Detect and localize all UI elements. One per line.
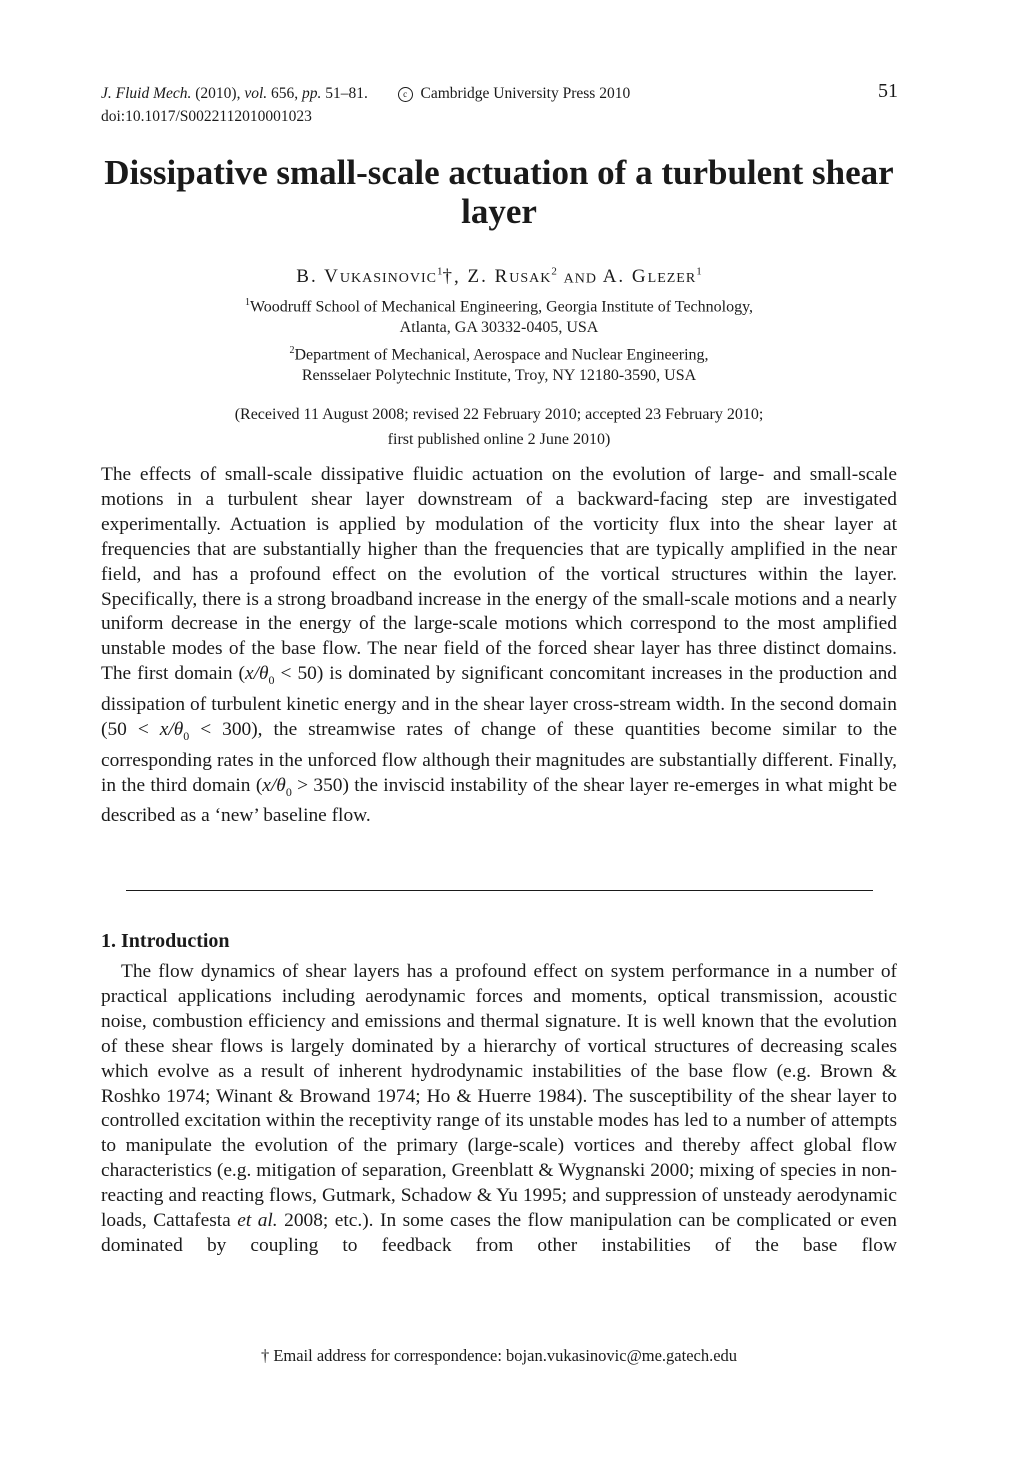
author-conjunction: AND xyxy=(563,271,597,287)
abstract xyxy=(101,463,897,829)
page-range: 51–81. xyxy=(325,85,368,102)
intro-paragraph: The flow dynamics of shear layers has a profound effect on system performance in a number of practical applications including aerodynamic forces and moments, optical transmission, acoustic noise, combustion efficiency and emissions and thermal signature. It is well known that the evolution of these shear flows is largely dominated by a hierarchy of vortical structures of decreasing scales which evolve as a result of inherent hydrodynamic instabilities of the base flow (e.g. Brown & Roshko 1974; Winant & Browand 1974; Ho & Huerre 1984). The susceptibility of the shear layer to controlled excitation within the receptivity range of its unstable modes has led to a number of attempts to manipulate the evolution of the primary (large-scale) vortices and thereby affect global flow characteristics (e.g. mitigation of separation, Greenblatt & Wygnanski 2000; mixing of species in non-reacting and reacting flows, Gutmark, Schadow & Yu 1995; and suppression of unsteady aerodynamic loads, Cattafesta et al. 2008; etc.). In some cases the flow manipulation can be complicated or even dominated by coupling to feedback from other instabilities of the base flow xyxy=(101,961,897,1256)
pages-label: pp. xyxy=(302,85,322,102)
author-list: B. VUKASINOVIC$^1$†, Z. RUSAK$^2$ AND A. GLEZER$^1$ xyxy=(296,266,702,288)
journal-name: J. Fluid Mech. xyxy=(101,85,192,102)
paper-title: Dissipative small-scale actuation of a turbulent shear layer xyxy=(104,153,894,231)
journal-year: (2010), xyxy=(195,85,241,102)
received-dates: (Received 11 August 2008; revised 22 February 2010; accepted 23 February 2010; first published online 2 June 2010) xyxy=(234,406,764,448)
author-3: A. GLEZER$^1$ xyxy=(602,266,702,288)
volume-number: 656, xyxy=(271,85,299,102)
affiliation-1: $^1$Woodruff School of Mechanical Engineering, Georgia Institute of Technology, Atlanta, GA 30332-0405, USA xyxy=(244,297,754,337)
correspondence-footnote: † Email address for correspondence: bojan.vukasinovic@me.gatech.edu xyxy=(260,1346,738,1365)
introduction-body xyxy=(101,960,897,1259)
affiliation-2: $^2$Department of Mechanical, Aerospace and Nuclear Engineering, Rensselaer Polytechnic Institute, Troy, NY 12180-3590, USA xyxy=(289,345,709,385)
page-number: 51 xyxy=(878,80,898,102)
copyright-icon: c xyxy=(398,87,413,102)
author-1: B. VUKASINOVIC$^1$† xyxy=(296,266,454,288)
copyright-text: Cambridge University Press 2010 xyxy=(420,85,631,102)
abstract-divider xyxy=(126,890,873,891)
journal-header xyxy=(101,83,630,105)
section-heading: 1. Introduction xyxy=(101,930,230,952)
author-2: Z. RUSAK$^2$ xyxy=(467,266,557,288)
abstract-text: The effects of small-scale dissipative fluidic actuation on the evolution of large- and small-scale motions in a turbulent shear layer downstream of a backward-facing step are investigated experimentally. Actuation is applied by modulation of the vorticity flux into the shear layer at frequencies that are substantially higher than the frequencies that are typically amplified in the near field, and has a profound effect on the evolution of the vortical structures within the layer. Specifically, there is a strong broadband increase in the energy of the small-scale motions and a nearly uniform decrease in the energy of the large-scale motions which correspond to the most amplified unstable modes of the base flow. The near field of the forced shear layer has three distinct domains. The first domain $(x/\theta_0 < 50)$ is dominated by significant concomitant increases in the production and dissipation of turbulent kinetic energy and in the shear layer cross-stream width. In the second domain $(50 < x/\theta_0 < 300)$, the streamwise rates of change of these quantities become similar to the corresponding rates in the unforced flow although their magnitudes are substantially different. Finally, in the third domain $(x/\theta_0 > 350)$ the inviscid instability of the shear layer re-emerges in what might be described as a ‘new’ baseline flow. xyxy=(101,464,897,827)
doi[interactable]: doi:10.1017/S0022112010001023 xyxy=(101,108,312,125)
volume-label: vol. xyxy=(244,85,268,102)
